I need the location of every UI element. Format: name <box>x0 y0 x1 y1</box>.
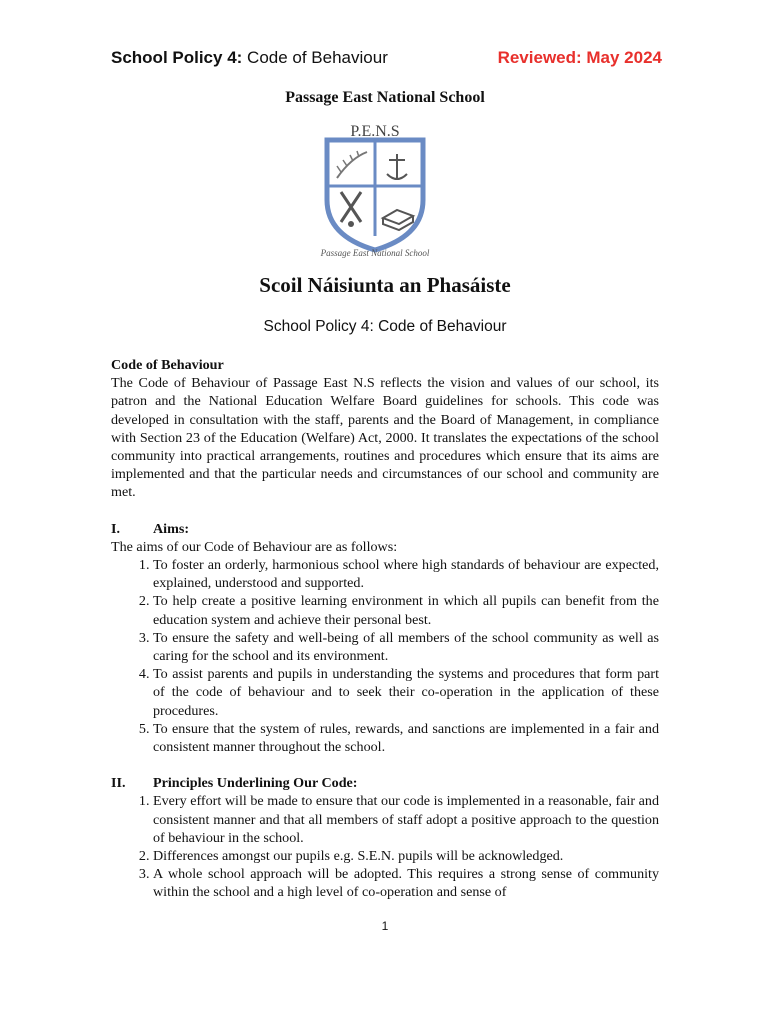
list-item: 1. Every effort will be made to ensure that our code is implemented in a reasonable, fair and consistent manner and that all members of staff adopt a positive approach to the question of behaviour in the school. <box>153 792 659 847</box>
crest-letters: P.E.N.S <box>350 123 400 140</box>
header-policy <box>111 48 388 68</box>
principles-number: II. <box>111 775 126 792</box>
document-body <box>111 356 659 902</box>
principles-heading: Principles Underlining Our Code: <box>153 775 358 792</box>
header-reviewed: Reviewed: May 2024 <box>497 48 662 67</box>
intro-paragraph: The Code of Behaviour of Passage East N.S reflects the vision and values of our school, its patron and the National Education Welfare Board guidelines for schools. This code was developed in consultation with the staff, parents and the Board of Management, in compliance with Section 23 of the Education (Welfare) Act, 2000. It translates the expectations of the school community into practical arrangements, routines and procedures which ensure that its aims are implemented and that the particular needs and circumstances of our school and community are met. <box>111 375 659 501</box>
intro-heading: Code of Behaviour <box>111 357 224 373</box>
irish-title: Scoil Náisiunta an Phasáiste <box>259 273 511 297</box>
aims-number: I. <box>111 520 121 537</box>
list-item: 1. To foster an orderly, harmonious school where high standards of behaviour are expected, explained, understood and supported. <box>153 556 659 592</box>
list-item: 3. To ensure the safety and well-being of all members of the school community as well as caring for the school and its environment. <box>153 629 659 665</box>
header-policy-title: Code of Behaviour <box>247 48 388 67</box>
school-crest-logo <box>305 118 445 258</box>
aims-section-heading <box>111 520 659 538</box>
subtitle: School Policy 4: Code of Behaviour <box>263 318 507 335</box>
principles-list <box>111 792 659 901</box>
aims-lead: The aims of our Code of Behaviour are as follows: <box>111 538 398 555</box>
principles-section-heading <box>111 774 659 792</box>
list-item: 5. To ensure that the system of rules, rewards, and sanctions are implemented in a fair and consistent manner throughout the school. <box>153 720 659 756</box>
list-item: 4. To assist parents and pupils in understanding the systems and procedures that form part of the code of behaviour and to seek their co-operation in the application of these procedures. <box>153 665 659 720</box>
aims-list <box>111 556 659 756</box>
aims-heading: Aims: <box>153 520 190 537</box>
list-item: 2. Differences amongst our pupils e.g. S.E.N. pupils will be acknowledged. <box>153 847 659 865</box>
list-item: 2. To help create a positive learning environment in which all pupils can benefit from the education system and achieve their personal best. <box>153 592 659 628</box>
crest-motto: Passage East National School <box>320 248 430 258</box>
page-number: 1 <box>381 919 389 933</box>
list-item: 3. A whole school approach will be adopted. This requires a strong sense of community within the school and a high level of co-operation and sense of <box>153 865 659 901</box>
school-name: Passage East National School <box>285 89 485 106</box>
header-policy-label: School Policy 4: <box>111 48 243 67</box>
